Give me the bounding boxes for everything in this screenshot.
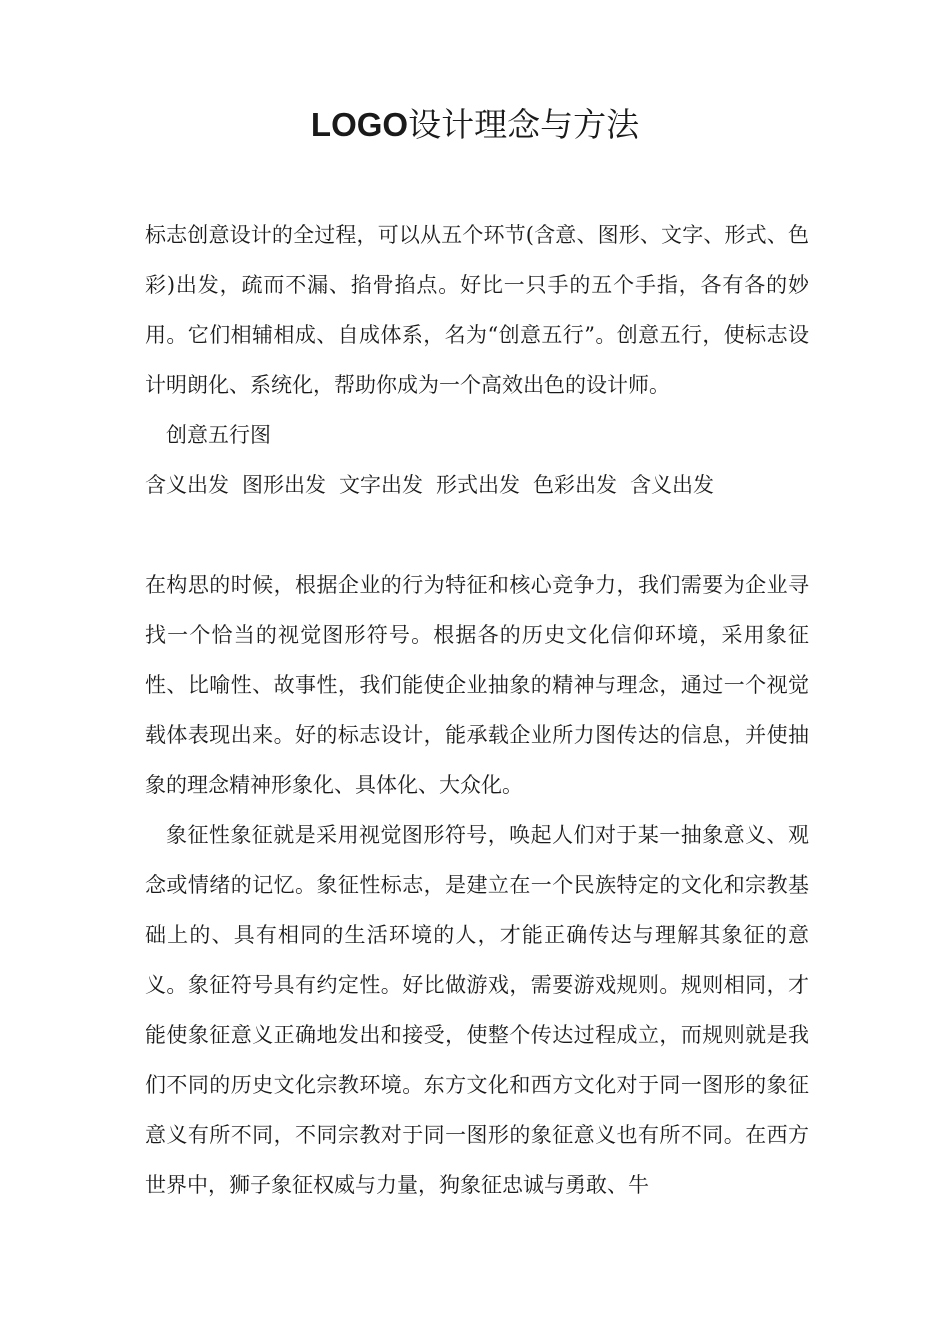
document-body — [145, 210, 809, 1210]
concept-paragraph: 在构思的时候，根据企业的行为特征和核心竞争力，我们需要为企业寻找一个恰当的视觉图形符号。根据各的历史文化信仰环境，采用象征性、比喻性、故事性，我们能使企业抽象的精神与理念，通过一个视觉载体表现出来。好的标志设计，能承载企业所力图传达的信息，并使抽象的理念精神形象化、具体化、大众化。 — [145, 573, 809, 797]
intro-paragraph: 标志创意设计的全过程，可以从五个环节(含意、图形、文字、形式、色彩)出发，疏而不漏、掐骨掐点。好比一只手的五个手指，各有各的妙用。它们相辅相成、自成体系，名为“创意五行”。创意五行，使标志设计明朗化、系统化，帮助你成为一个高效出色的设计师。 — [145, 223, 809, 397]
stage-item: 色彩出发 — [533, 473, 617, 497]
stage-item: 含义出发 — [630, 473, 714, 497]
stage-item: 含义出发 — [145, 473, 229, 497]
symbolism-paragraph: 象征性象征就是采用视觉图形符号，唤起人们对于某一抽象意义、观念或情绪的记忆。象征性标志，是建立在一个民族特定的文化和宗教基础上的、具有相同的生活环境的人，才能正确传达与理解其象征的意义。象征符号具有约定性。好比做游戏，需要游戏规则。规则相同，才能使象征意义正确地发出和接受，使整个传达过程成立，而规则就是我们不同的历史文化宗教环境。东方文化和西方文化对于同一图形的象征意义有所不同，不同宗教对于同一图形的象征意义也有所不同。在西方世界中，狮子象征权威与力量，狗象征忠诚与勇敢、牛 — [145, 823, 809, 1197]
stage-item: 形式出发 — [436, 473, 520, 497]
blank-line — [145, 510, 809, 560]
document-title — [0, 100, 950, 150]
stage-item: 文字出发 — [339, 473, 423, 497]
title-chinese: 设计理念与方法 — [408, 105, 640, 144]
diagram-caption: 创意五行图 — [166, 423, 271, 447]
stage-item: 图形出发 — [242, 473, 326, 497]
creative-five-elements-list — [145, 460, 809, 510]
title-latin: LOGO — [310, 106, 409, 143]
